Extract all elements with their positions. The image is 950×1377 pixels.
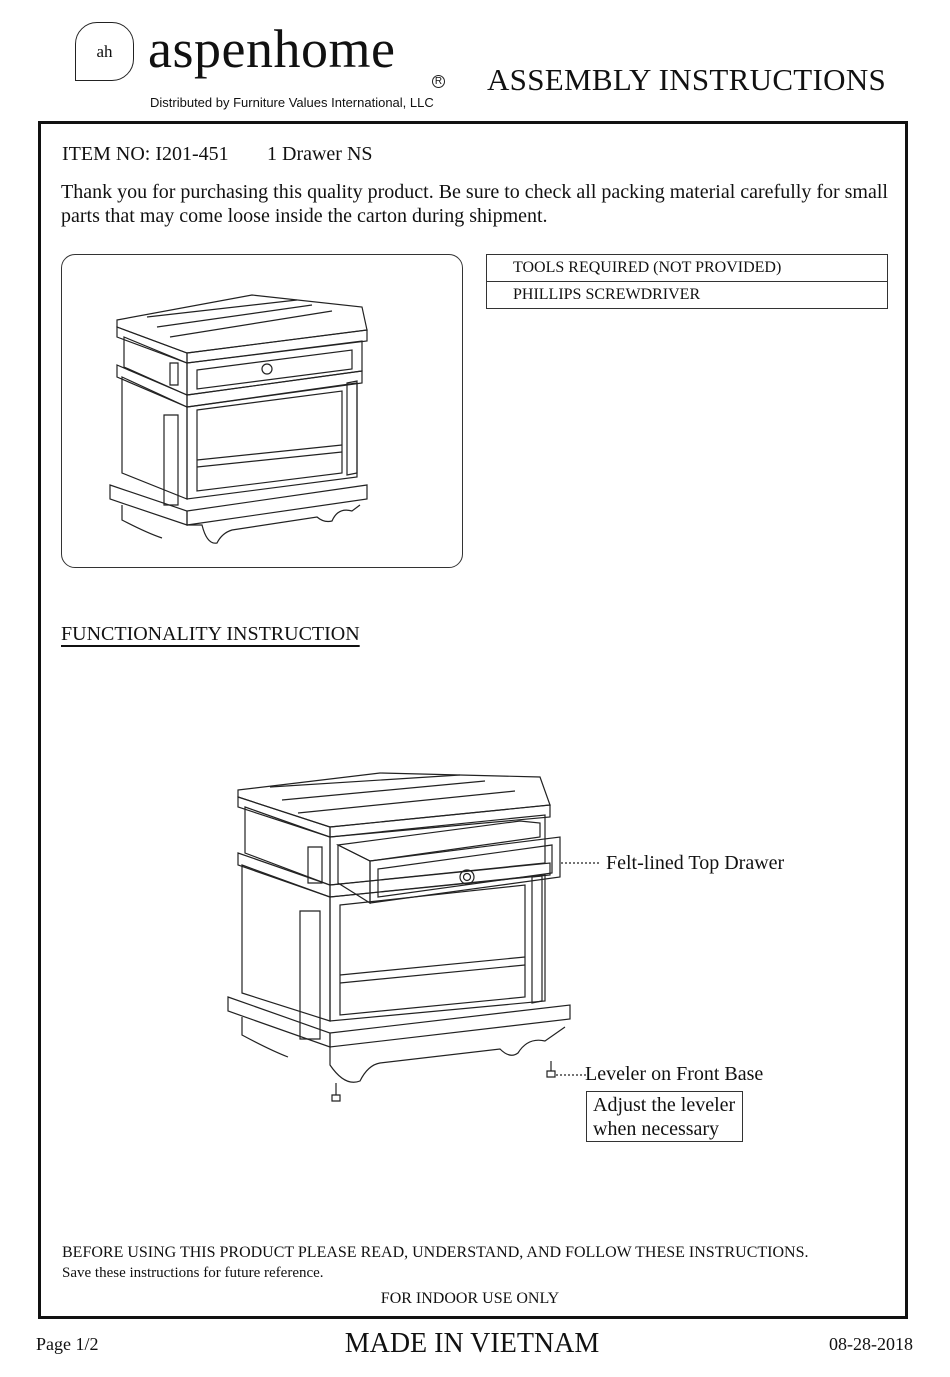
indoor-use-note: FOR INDOOR USE ONLY xyxy=(380,1290,560,1307)
intro-paragraph: Thank you for purchasing this quality product. Be sure to check all packing material carefully for small parts that may come loose inside the carton during shipment. xyxy=(61,181,888,227)
tools-table xyxy=(486,254,888,309)
distributor-line: Distributed by Furniture Values International, LLC xyxy=(150,95,434,110)
made-in-label: MADE IN VIETNAM xyxy=(344,1328,600,1359)
leveler-note-line1: Adjust the leveler xyxy=(593,1094,736,1116)
nightstand-illustration xyxy=(62,255,462,567)
product-illustration-box xyxy=(61,254,463,568)
read-instructions-warning: BEFORE USING THIS PRODUCT PLEASE READ, UNDERSTAND, AND FOLLOW THESE INSTRUCTIONS. xyxy=(62,1244,809,1261)
document-date: 08-28-2018 xyxy=(829,1334,913,1354)
item-number: ITEM NO: I201-451 xyxy=(62,143,229,165)
leveler-note-line2: when necessary xyxy=(593,1118,720,1140)
tools-header: TOOLS REQUIRED (NOT PROVIDED) xyxy=(487,255,888,282)
drawer-callout: Felt-lined Top Drawer xyxy=(606,852,785,874)
functionality-heading: FUNCTIONALITY INSTRUCTION xyxy=(61,623,360,645)
leveler-note-box xyxy=(586,1091,743,1142)
logo-initials: ah xyxy=(96,41,113,61)
tools-item-row xyxy=(487,282,888,309)
registered-mark: R xyxy=(432,75,445,88)
tool-item: PHILLIPS SCREWDRIVER xyxy=(487,282,888,309)
open-drawer-illustration xyxy=(220,765,600,1125)
save-instructions-note: Save these instructions for future reference. xyxy=(62,1265,324,1281)
brand-name: aspenhome xyxy=(148,19,396,79)
item-description: 1 Drawer NS xyxy=(267,143,373,165)
tools-header-row xyxy=(487,255,888,282)
document-title: ASSEMBLY INSTRUCTIONS xyxy=(487,62,887,97)
logo-badge xyxy=(75,22,134,81)
leveler-callout: Leveler on Front Base xyxy=(585,1063,764,1085)
page-number: Page 1/2 xyxy=(36,1334,99,1354)
